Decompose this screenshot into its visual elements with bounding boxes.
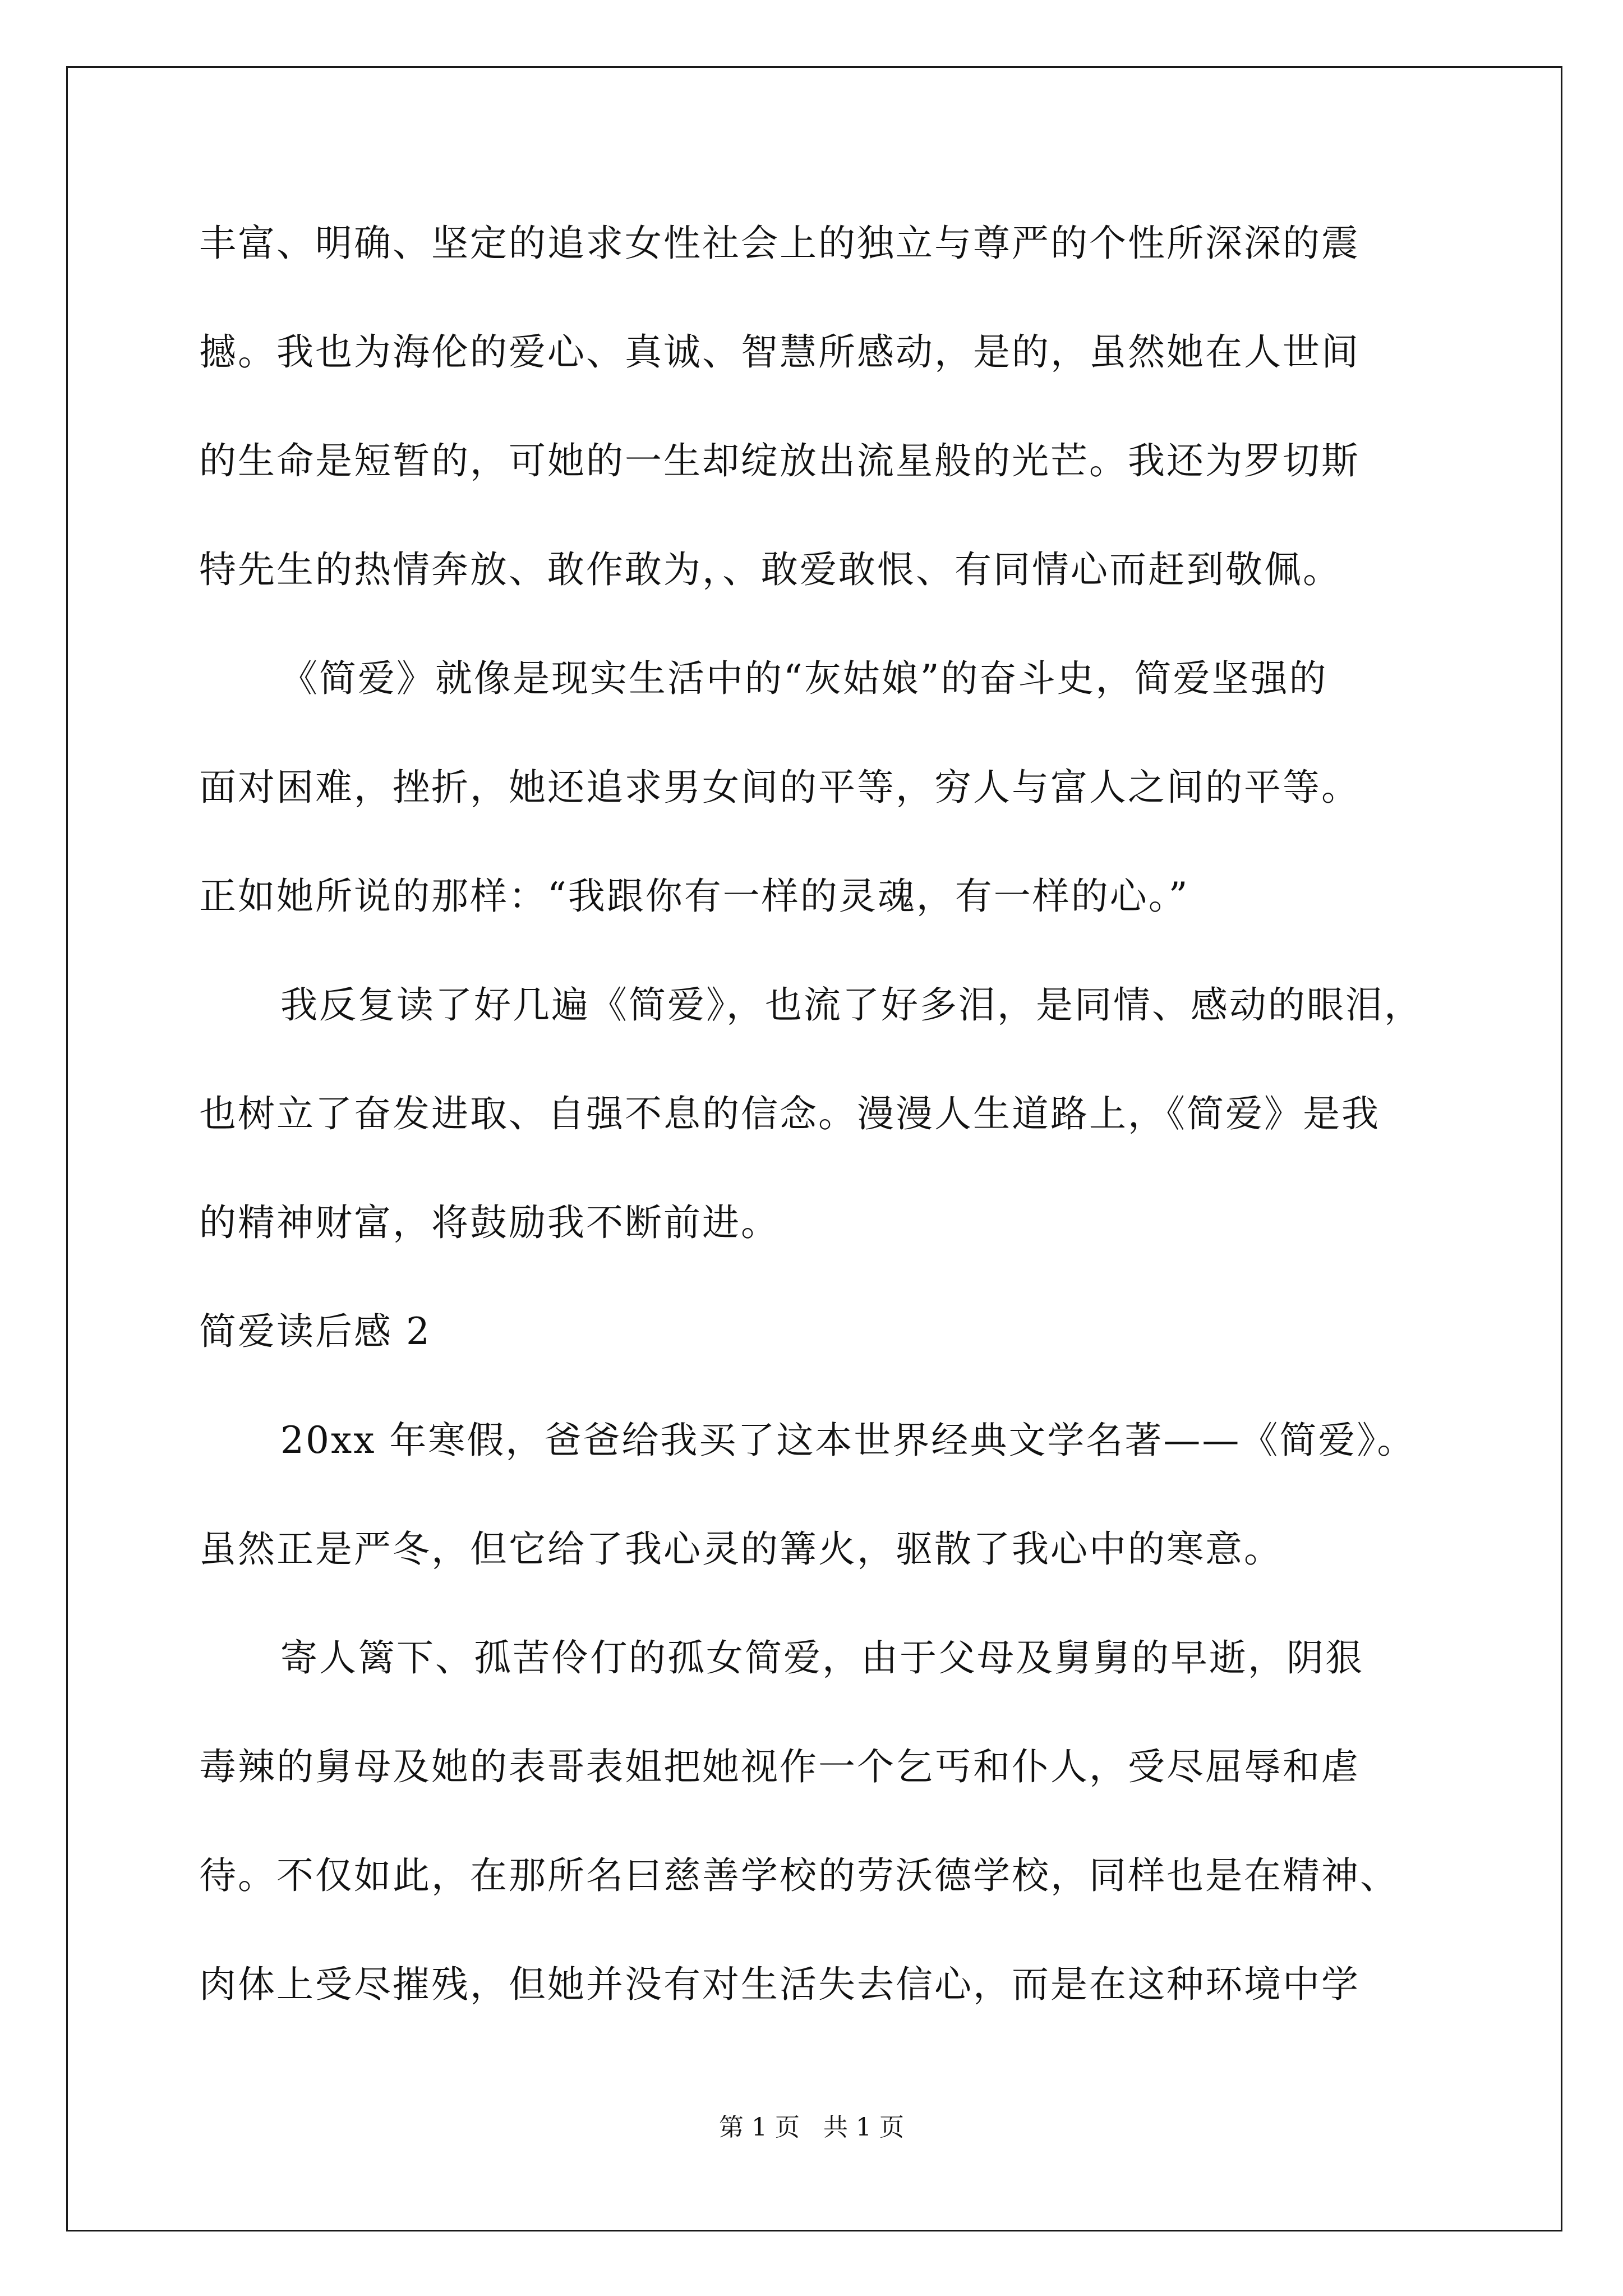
text-line: 《简爱》就像是现实生活中的“灰姑娘”的奋斗史，简爱坚强的 xyxy=(280,657,1328,700)
page-total: 共 1 页 xyxy=(823,2113,904,2142)
text-line: 待。不仅如此，在那所名曰慈善学校的劳沃德学校，同样也是在精神、 xyxy=(199,1854,1399,1897)
text-line: 20xx 年寒假，爸爸给我买了这本世界经典文学名著——《简爱》。 xyxy=(280,1419,1416,1462)
page-footer xyxy=(0,2111,1623,2145)
text-line: 毒辣的舅母及她的表哥表姐把她视作一个乞丐和仆人，受尽屈辱和虐 xyxy=(199,1745,1360,1788)
text-line: 虽然正是严冬，但它给了我心灵的篝火，驱散了我心中的寒意。 xyxy=(199,1527,1283,1571)
page-number: 第 1 页 xyxy=(719,2113,800,2142)
text-line: 丰富、明确、坚定的追求女性社会上的独立与尊严的个性所深深的震 xyxy=(199,222,1360,265)
text-line: 撼。我也为海伦的爱心、真诚、智慧所感动，是的，虽然她在人世间 xyxy=(199,330,1360,374)
text-line: 肉体上受尽摧残，但她并没有对生活失去信心，而是在这种环境中学 xyxy=(199,1963,1360,2006)
text-line: 的精神财富，将鼓励我不断前进。 xyxy=(199,1201,780,1244)
text-line: 也树立了奋发进取、自强不息的信念。漫漫人生道路上，《简爱》是我 xyxy=(199,1092,1380,1135)
text-line: 的生命是短暂的，可她的一生却绽放出流星般的光芒。我还为罗切斯 xyxy=(199,439,1360,482)
text-line: 面对困难，挫折，她还追求男女间的平等，穷人与富人之间的平等。 xyxy=(199,766,1360,809)
section-heading: 简爱读后感 2 xyxy=(199,1310,431,1353)
text-line: 正如她所说的那样：“我跟你有一样的灵魂，有一样的心。” xyxy=(199,875,1189,918)
text-line: 寄人篱下、孤苦伶仃的孤女简爱，由于父母及舅舅的早逝，阴狠 xyxy=(280,1636,1364,1680)
text-line: 我反复读了好几遍《简爱》，也流了好多泪，是同情、感动的眼泪， xyxy=(280,983,1423,1027)
page-border xyxy=(66,66,1562,2231)
text-line: 特先生的热情奔放、敢作敢为，、敢爱敢恨、有同情心而赶到敬佩。 xyxy=(199,548,1341,591)
